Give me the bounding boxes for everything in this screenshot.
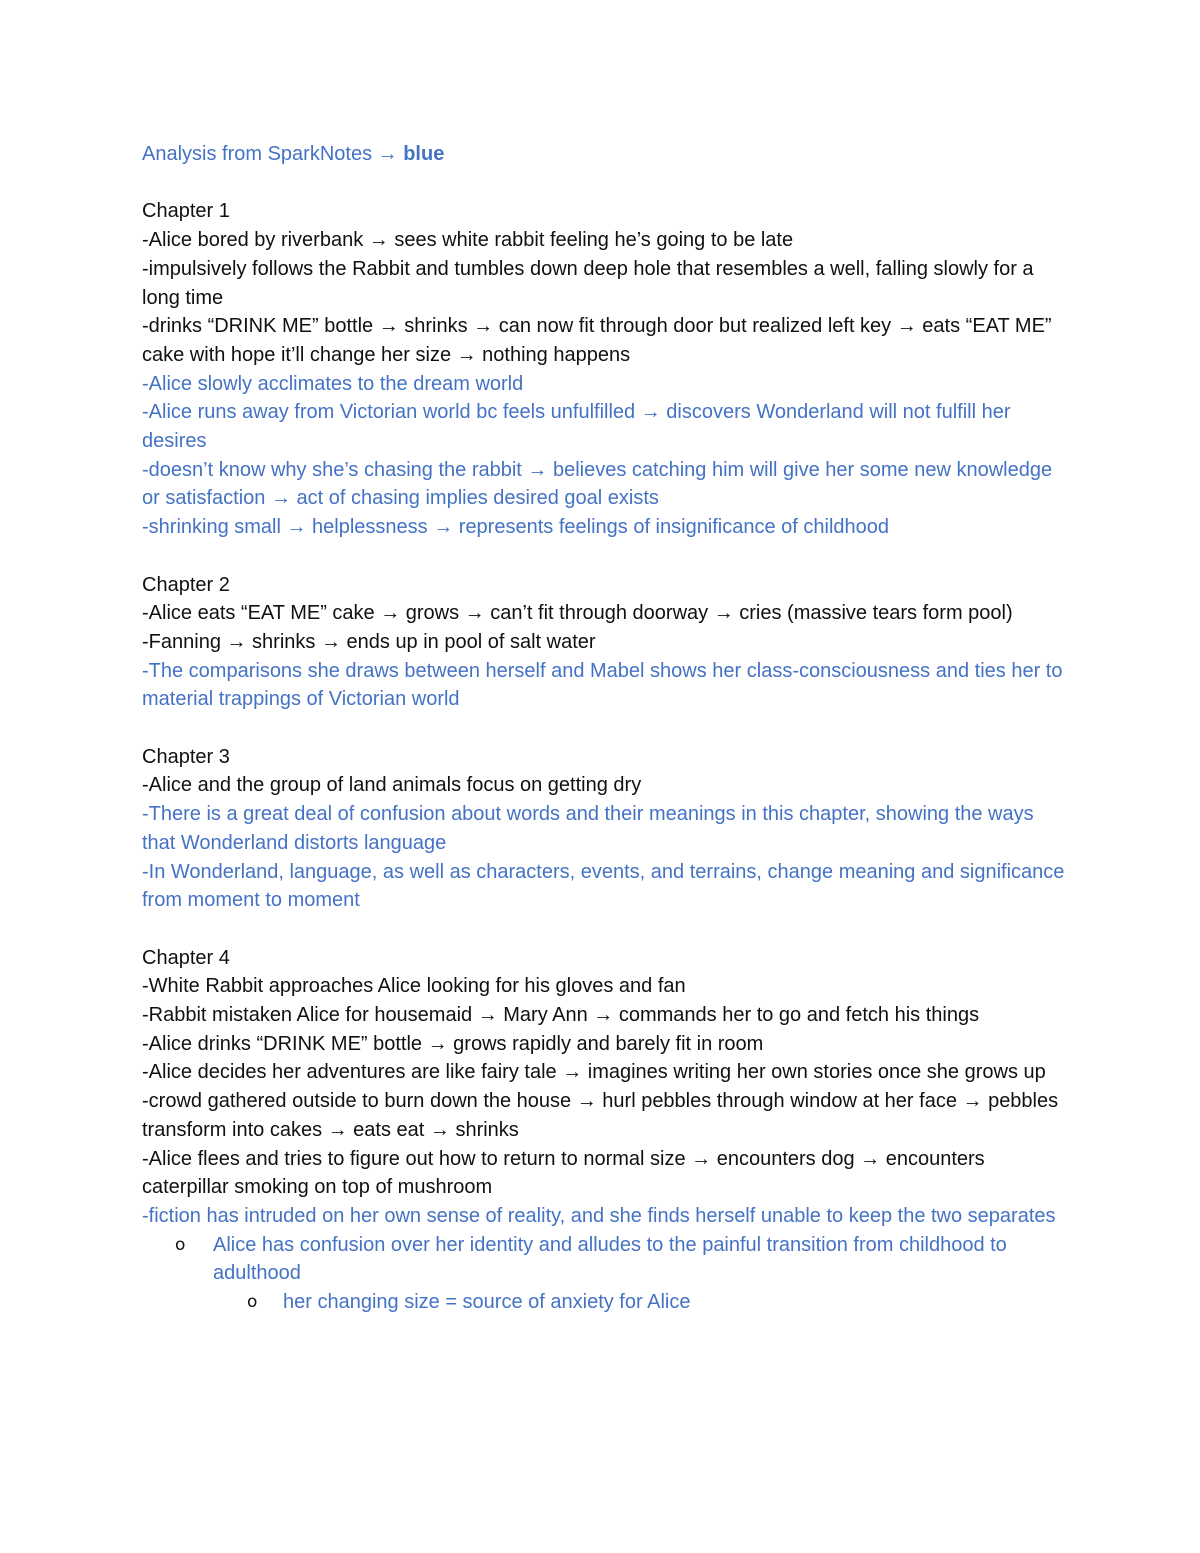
chapter-1-line-2: -impulsively follows the Rabbit and tumbles down deep hole that resembles a well, falling slowly for a long time (142, 257, 1034, 309)
spacer (142, 915, 1072, 944)
bullet-item-level-2 (142, 1288, 1072, 1317)
header-prefix: Analysis from SparkNotes → (142, 143, 404, 165)
chapter-1-line-1: -Alice bored by riverbank → sees white rabbit feeling he’s going to be late (142, 229, 794, 252)
chapter-1-title: Chapter 1 (142, 200, 230, 223)
chapter-4-line-1: -White Rabbit approaches Alice looking for his gloves and fan (142, 975, 686, 998)
spacer (142, 714, 1072, 743)
chapter-2-line-3: -The comparisons she draws between herself and Mabel shows her class-consciousness and ties her to material trappings of Victorian world (142, 659, 1063, 711)
chapter-4-line-3: -Alice drinks “DRINK ME” bottle → grows rapidly and barely fit in room (142, 1032, 764, 1055)
chapter-1-line-6: -doesn’t know why she’s chasing the rabbit → believes catching him will give her some new knowledge or satisfaction → act of chasing implies desired goal exists (142, 458, 1053, 510)
chapter-4-line-5: -crowd gathered outside to burn down the house → hurl pebbles through window at her face → pebbles transform into cakes → eats eat → shrinks (142, 1090, 1059, 1141)
header-highlight: blue (403, 143, 445, 165)
chapter-1-line-5: -Alice runs away from Victorian world bc feels unfulfilled → discovers Wonderland will not fulfill her desires (142, 401, 1011, 453)
bullet-text: Alice has confusion over her identity and alludes to the painful transition from childhood to adulthood (213, 1233, 1007, 1285)
document-header (142, 140, 1072, 169)
chapter-3-line-3: -In Wonderland, language, as well as characters, events, and terrains, change meaning and significance from moment to moment (142, 860, 1065, 912)
spacer (142, 169, 1072, 198)
chapter-3-title: Chapter 3 (142, 745, 230, 768)
chapter-4-title: Chapter 4 (142, 946, 230, 969)
chapter-1-line-3: -drinks “DRINK ME” bottle → shrinks → can now fit through door but realized left key → eats “EAT ME” cake with hope it’ll change her size → nothing happens (142, 315, 1052, 366)
chapter-4-line-4: -Alice decides her adventures are like fairy tale → imagines writing her own stories once she grows up (142, 1061, 1046, 1084)
bullet-item-level-1 (142, 1231, 1072, 1288)
chapter-2-title: Chapter 2 (142, 573, 230, 596)
chapter-2-line-2: -Fanning → shrinks → ends up in pool of salt water (142, 630, 596, 653)
chapter-3-line-2: -There is a great deal of confusion about words and their meanings in this chapter, showing the ways that Wonderland distorts language (142, 803, 1034, 854)
chapter-4-line-2: -Rabbit mistaken Alice for housemaid → Mary Ann → commands her to go and fetch his things (142, 1004, 980, 1027)
chapter-4-line-6: -Alice flees and tries to figure out how to return to normal size → encounters dog → encounters caterpillar smoking on top of mushroom (142, 1147, 985, 1199)
chapter-3-line-1: -Alice and the group of land animals focus on getting dry (142, 774, 642, 797)
chapter-4-line-7: -fiction has intruded on her own sense of reality, and she finds herself unable to keep the two separates (142, 1204, 1056, 1227)
chapter-2-line-1: -Alice eats “EAT ME” cake → grows → can’t fit through doorway → cries (massive tears form pool) (142, 602, 1013, 625)
spacer (142, 542, 1072, 571)
hollow-bullet-icon: o (247, 1292, 258, 1313)
document-body (142, 140, 1072, 1317)
chapter-1-line-7: -shrinking small → helplessness → represents feelings of insignificance of childhood (142, 516, 890, 539)
chapter-1-line-4: -Alice slowly acclimates to the dream world (142, 372, 524, 395)
hollow-bullet-icon: o (175, 1234, 186, 1255)
bullet-text: her changing size = source of anxiety for Alice (283, 1291, 691, 1314)
